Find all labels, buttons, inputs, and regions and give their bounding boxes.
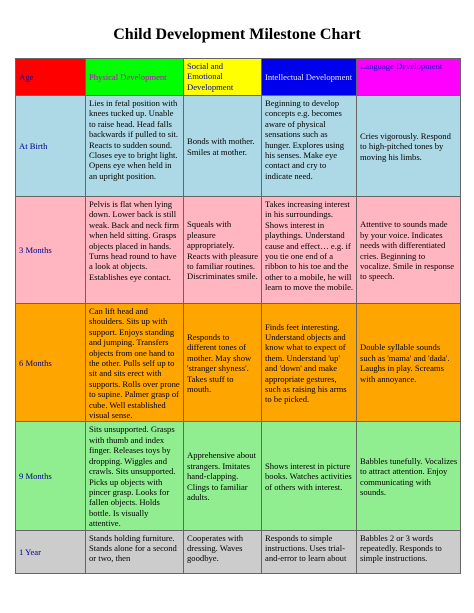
intellectual-cell: Takes increasing interest in his surroundings. Shows interest in playthings. Understand cause and effect… e.g. if you tie one end of a ribbon to his toe and the other to a mobile, he will learn to move the mobile. [262, 197, 357, 304]
header-intellectual: Intellectual Development [262, 59, 357, 96]
physical-cell: Stands holding furniture. Stands alone for a second or two, then [86, 530, 184, 573]
header-social: Social and Emotional Development [184, 59, 262, 96]
table-row [16, 422, 461, 530]
physical-cell: Pelvis is flat when lying down. Lower back is still weak. Back and neck firm when held sitting. Grasps objects placed in hands. Turns head round to have a look at objects. Establishes eye contact. [86, 197, 184, 304]
table-row [16, 304, 461, 422]
intellectual-cell: Beginning to develop concepts e.g. becomes aware of physical sensations such as hunger. Explores using his senses. Make eye contact and cry to indicate need. [262, 96, 357, 197]
social-cell: Apprehensive about strangers. Imitates hand-clapping. Clings to familiar adults. [184, 422, 262, 530]
language-cell: Double syllable sounds such as 'mama' and 'dada'. Laughs in play. Screams with annoyance. [357, 304, 461, 422]
language-cell: Babbles tunefully. Vocalizes to attract attention. Enjoy communicating with sounds. [357, 422, 461, 530]
milestone-table [15, 58, 461, 574]
age-cell: At Birth [16, 96, 86, 197]
intellectual-cell: Finds feet interesting. Understand objects and know what to expect of them. Understand 'up' and 'down' and make appropriate gestures, such as raising his arms to be picked. [262, 304, 357, 422]
social-cell: Responds to different tones of mother. May show 'stranger shyness'. Takes stuff to mouth. [184, 304, 262, 422]
header-language: Language Development [357, 59, 461, 96]
table-row [16, 197, 461, 304]
language-cell: Attentive to sounds made by your voice. Indicates needs with differentiated cries. Beginning to vocalize. Smile in response to speech. [357, 197, 461, 304]
age-cell: 3 Months [16, 197, 86, 304]
intellectual-cell: Shows interest in picture books. Watches activities of others with interest. [262, 422, 357, 530]
physical-cell: Lies in fetal position with knees tucked up. Unable to raise head. Head falls backwards if pulled to sit. Reacts to sudden sound. Closes eye to bright light. Opens eye when held in an upright position. [86, 96, 184, 197]
physical-cell: Sits unsupported. Grasps with thumb and index finger. Releases toys by dropping. Wiggles and crawls. Sits unsupported. Picks up objects with pincer grasp. Looks for fallen objects. Holds bottle. Is visually attentive. [86, 422, 184, 530]
header-physical: Physical Development [86, 59, 184, 96]
age-cell: 9 Months [16, 422, 86, 530]
physical-cell: Can lift head and shoulders. Sits up with support. Enjoys standing and jumping. Transfers objects from one hand to the other. Pulls self up to sit and sits erect with supports. Rolls over prone to supine. Palmer grasp of cube. Well established visual sense. [86, 304, 184, 422]
social-cell: Squeals with pleasure appropriately. Reacts with pleasure to familiar routines. Discriminates smile. [184, 197, 262, 304]
language-cell: Babbles 2 or 3 words repeatedly. Responds to simple instructions. [357, 530, 461, 573]
table-row [16, 96, 461, 197]
page-title: Child Development Milestone Chart [113, 26, 361, 43]
social-cell: Cooperates with dressing. Waves goodbye. [184, 530, 262, 573]
age-cell: 6 Months [16, 304, 86, 422]
intellectual-cell: Responds to simple instructions. Uses trial-and-error to learn about [262, 530, 357, 573]
header-age: Age [16, 59, 86, 96]
table-row [16, 530, 461, 573]
language-cell: Cries vigorously. Respond to high-pitched tones by moving his limbs. [357, 96, 461, 197]
header-row [16, 59, 461, 96]
social-cell: Bonds with mother. Smiles at mother. [184, 96, 262, 197]
age-cell: 1 Year [16, 530, 86, 573]
